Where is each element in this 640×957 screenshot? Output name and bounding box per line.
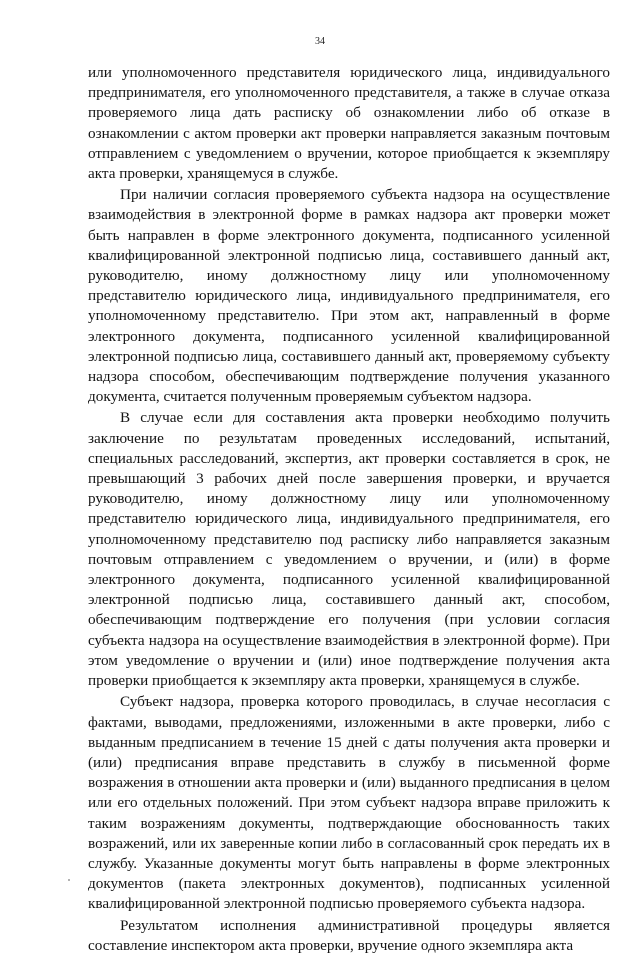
paragraph-objections: Субъект надзора, проверка которого проводилась, в случае несогласия с фактами, выводами, предложениями, изложенными в акте проверки, либо с выданным предписанием в течение 15 дней с даты получения акта проверки и (или) предписания вправе представить в службу в письменной форме возражения в отношении акта проверки и (или) выданного предписания в целом или его отдельных положений. При этом субъект надзора вправе приложить к таким возражениям документы, подтверждающие обоснованность таких возражений, или их заверенные копии либо в согласованный срок передать их в службу. Указанные документы могут быть направлены в форме электронных документов (пакета электронных документов), подписанных усиленной квалифицированной электронной подписью проверяемого субъекта надзора. (88, 693, 610, 913)
document-body (88, 63, 610, 957)
paragraph-expertise-deadline: В случае если для составления акта проверки необходимо получить заключение по результатам проведенных исследований, испытаний, специальных расследований, экспертиз, акт проверки составляется в срок, не превышающий 3 рабочих дней после завершения проверки, и вручается руководителю, иному должностному лицу или уполномоченному представителю юридического лица, индивидуального предпринимателя, его уполномоченному представителю под расписку либо направляется заказным почтовым отправлением с уведомлением о вручении, и (или) в форме электронного документа, подписанного усиленной квалифицированной электронной подписью лица, составившего данный акт, способом, обеспечивающим подтверждение его получения (при условии согласия субъекта надзора на осуществление взаимодействия в электронной форме). При этом уведомление о вручении и (или) иное подтверждение получения акта проверки приобщается к экземпляру акта проверки, хранящемуся в службе. (88, 409, 610, 690)
paragraph-continuation: или уполномоченного представителя юридического лица, индивидуального предпринимателя, его уполномоченного представителя, а также в случае отказа проверяемого лица дать расписку об ознакомлении либо об отказе в ознакомлении с актом проверки акт проверки направляется заказным почтовым отправлением с уведомлением о вручении, которое приобщается к экземпляру акта проверки, хранящемуся в службе. (88, 64, 610, 183)
paragraph-result: Результатом исполнения административной процедуры является составление инспектором акта проверки, вручение одного экземпляра акта (88, 916, 610, 954)
paragraph-electronic-consent: При наличии согласия проверяемого субъекта надзора на осуществление взаимодействия в электронной форме в рамках надзора акт проверки может быть направлен в форме электронного документа, подписанного усиленной квалифицированной электронной подписью лица, составившего данный акт, руководителю, иному должностному лицу или уполномоченному представителю юридического лица, индивидуального предпринимателя, его уполномоченному представителю. При этом акт, направленный в форме электронного документа, подписанного усиленной квалифицированной электронной подписью лица, составившего данный акт, проверяемому субъекту надзора способом, обеспечивающим подтверждение получения указанного документа, считается полученным проверяемым субъектом надзора. (88, 186, 610, 406)
scan-dot (68, 879, 70, 881)
page-number: 34 (315, 36, 325, 47)
